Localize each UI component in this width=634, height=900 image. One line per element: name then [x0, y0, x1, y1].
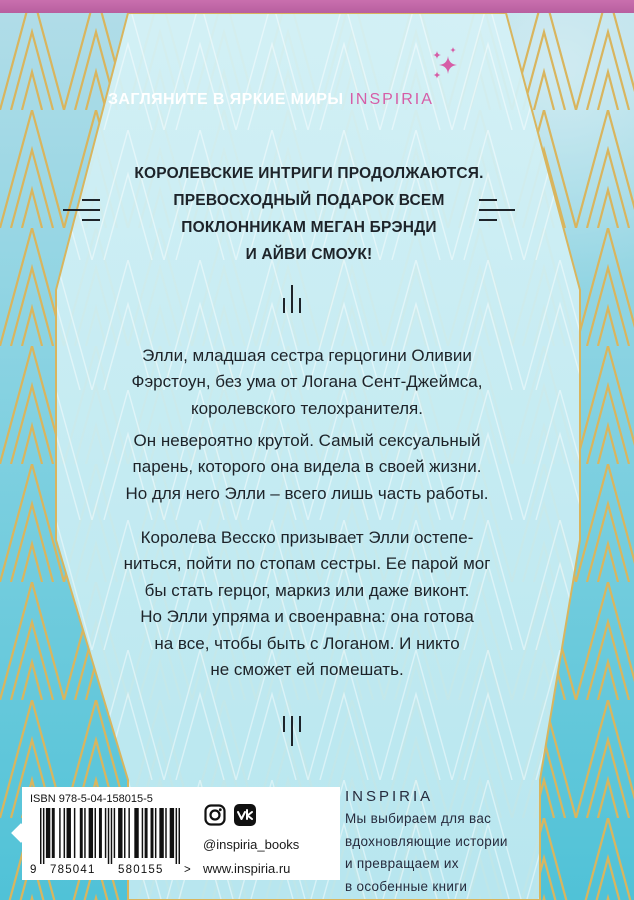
barcode-bar [80, 808, 83, 858]
website-text: www.inspiria.ru [203, 861, 291, 876]
barcode-bar [134, 808, 138, 858]
barcode-digits-right: 580155 [118, 864, 164, 876]
barcode-bar [165, 808, 166, 858]
blurb-line: бы стать герцог, маркиз или даже виконт. [144, 580, 470, 600]
barcode-bar [111, 808, 112, 864]
barcode-digits-left: 785041 [50, 864, 96, 876]
blurb-paragraph-1 [0, 343, 614, 422]
barcode-bar [176, 808, 177, 864]
tagline-text: ЗАГЛЯНИТЕ В ЯРКИЕ МИРЫ [108, 91, 344, 108]
barcode-bar [151, 808, 154, 858]
barcode-bar [114, 808, 115, 858]
slogan-line: и превращаем их [345, 856, 459, 871]
blurb-line: Но для него Элли – всего лишь часть работы. [125, 483, 489, 503]
barcode-bar [46, 808, 50, 858]
teaser-line: ПРЕВОСХОДНЫЙ ПОДАРОК ВСЕМ [173, 192, 445, 209]
barcode-bar [64, 808, 65, 858]
blurb-line: на все, чтобы быть с Логаном. И никто [154, 633, 460, 653]
blurb-line: Фэрстоун, без ума от Логана Сент-Джеймса, [131, 372, 483, 392]
barcode-bar [89, 808, 93, 858]
barcode-bar [145, 808, 148, 858]
barcode-bar [118, 808, 122, 858]
barcode-digit-first: 9 [30, 864, 37, 876]
blurb-line: парень, которого она видела в своей жизни. [132, 457, 482, 477]
slogan-line: в особенные книги [345, 878, 468, 894]
barcode-bar [159, 808, 163, 858]
publisher-slogan [345, 808, 508, 898]
barcode-bar [124, 808, 125, 858]
blurb-line: Он невероятно крутой. Самый сексуальный [133, 431, 481, 450]
barcode-bar [95, 808, 96, 858]
ornament-bottom-icon [278, 713, 306, 749]
blurb-paragraph-2 [0, 428, 614, 507]
barcode-bar [105, 808, 106, 858]
barcode-bar [108, 808, 109, 864]
barcode-bar [84, 808, 85, 858]
slogan-line: вдохновляющие истории [345, 833, 508, 849]
blurb-paragraph-3 [0, 525, 614, 683]
blurb-line: Королева Весско призывает Элли остепе- [140, 528, 474, 547]
barcode-quiet-marker: > [184, 864, 191, 876]
isbn-text: ISBN 978-5-04-158015-5 [30, 793, 153, 805]
blurb-line: не сможет ей помешать. [210, 660, 404, 680]
ornament-top-icon [278, 282, 306, 316]
series-tagline [108, 89, 508, 111]
barcode-bar [99, 808, 102, 858]
slogan-line: Мы выбираем для вас [345, 811, 492, 826]
barcode-bar [128, 808, 129, 858]
barcode-bar [52, 808, 55, 858]
blurb-line: королевского телохранителя. [191, 398, 423, 418]
barcode-bar [43, 808, 44, 864]
barcode-bar [155, 808, 156, 858]
instagram-icon [204, 804, 226, 826]
teaser-line: ПОКЛОННИКАМ МЕГАН БРЭНДИ [181, 219, 437, 236]
barcode-bar [170, 808, 174, 858]
brand-name: INSPIRIA [349, 91, 434, 108]
barcode [40, 808, 180, 864]
vk-icon [234, 804, 256, 826]
barcode-bar [142, 808, 143, 858]
top-pink-band [0, 0, 634, 13]
barcode-bar [67, 808, 71, 858]
blurb-line: ниться, пойти по стопам сестры. Ее парой мог [123, 554, 491, 574]
barcode-bar [40, 808, 41, 864]
teaser-line: КОРОЛЕВСКИЕ ИНТРИГИ ПРОДОЛЖАЮТСЯ. [134, 165, 484, 182]
barcode-bar [59, 808, 60, 858]
barcode-bar [179, 808, 180, 864]
publisher-name: INSPIRIA [345, 788, 434, 805]
barcode-bar [74, 808, 75, 858]
sparkle-icon [428, 44, 460, 84]
blurb-line: Элли, младшая сестра герцогини Оливии [142, 346, 472, 365]
blurb-line: Но Элли упряма и своенравна: она готова [140, 607, 474, 627]
divider-lines-right-icon [475, 196, 519, 224]
divider-lines-left-icon [60, 196, 104, 224]
teaser-line: И АЙВИ СМОУК! [245, 246, 373, 263]
social-handle: @inspiria_books [203, 837, 300, 852]
